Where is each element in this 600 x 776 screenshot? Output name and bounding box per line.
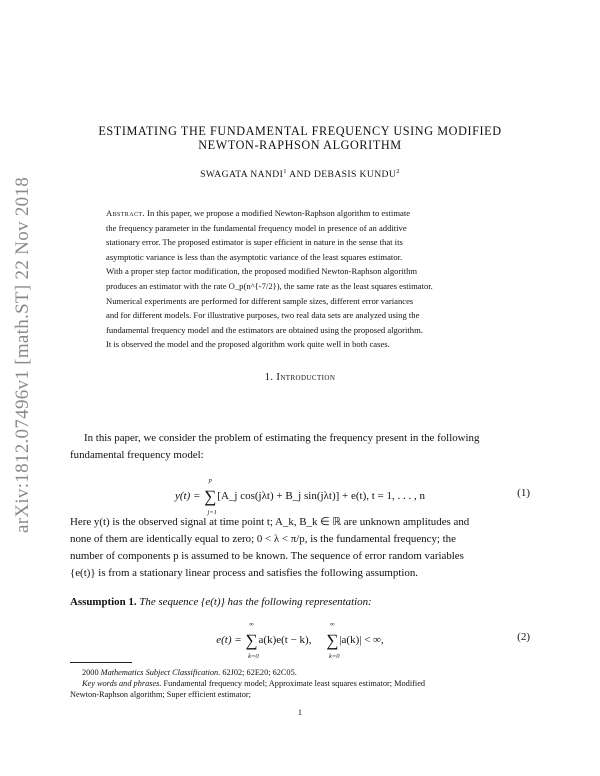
summation-symbol: ∑ ∞ k=0 <box>245 631 257 651</box>
keywords-footnote <box>70 678 530 689</box>
author-2: DEBASIS KUNDU <box>313 169 397 180</box>
sum-upper-limit: ∞ <box>329 621 335 628</box>
equation-2-term-1: a(k)e(t − k), <box>258 634 312 646</box>
text-line: number of components p is assumed to be known. The sequence of error random variables <box>70 550 464 562</box>
section-number: 1. <box>264 372 274 383</box>
summation-symbol: ∑ p j=1 <box>204 487 216 507</box>
text-line: none of them are identically equal to zero; 0 < λ < π/p, is the fundamental frequency; the <box>70 533 456 545</box>
title-line-2: NEWTON-RAPHSON ALGORITHM <box>198 138 402 152</box>
keywords-label: Key words and phrases. <box>82 679 162 689</box>
intro-paragraph <box>70 430 530 464</box>
equation-1-lhs: y(t) = <box>174 490 204 502</box>
assumption-1 <box>70 596 530 608</box>
msc-label: Mathematics Subject Classification. <box>100 668 221 677</box>
footnotes <box>70 667 530 701</box>
abstract-line: and for different models. For illustrative purposes, two real data sets are analyzed using the <box>106 310 420 321</box>
abstract-line: It is observed the model and the proposed algorithm work quite well in both cases. <box>106 339 390 350</box>
assumption-text: The sequence {e(t)} has the following representation: <box>139 596 372 608</box>
page-number: 1 <box>297 708 303 717</box>
abstract-line: Numerical experiments are performed for different sample sizes, different error variances <box>106 295 414 306</box>
sum-lower-limit: k=0 <box>248 653 259 660</box>
msc-year: 2000 <box>82 668 99 677</box>
sum-upper-limit: ∞ <box>249 621 254 628</box>
keywords-text: Fundamental frequency model; Approximate least squares estimator; Modified <box>163 679 426 689</box>
equation-2 <box>70 618 530 658</box>
equation-1 <box>70 474 530 514</box>
abstract-line: With a proper step factor modification, the proposed modified Newton-Raphson algorithm <box>106 266 418 277</box>
author-line <box>0 168 600 180</box>
author-2-affiliation-mark: 2 <box>396 168 400 175</box>
sum-upper-limit: p <box>208 477 212 484</box>
equation-1-rhs: [A_j cos(jλt) + B_j sin(jλt)] + e(t), t = 1, . . . , n <box>217 490 425 502</box>
summation-symbol: ∑ ∞ k=0 <box>326 631 338 651</box>
keywords-continuation: Newton-Raphson algorithm; Super efficient estimator; <box>70 690 251 700</box>
section-title: Introduction <box>276 372 336 383</box>
author-connector: AND <box>289 169 312 180</box>
sum-lower-limit: k=0 <box>328 653 340 660</box>
abstract-line: the frequency parameter in the fundamental frequency model in presence of an additive <box>106 222 407 233</box>
paper-title <box>0 124 600 152</box>
abstract-line: Abstract. In this paper, we propose a modified Newton-Raphson algorithm to estimate <box>106 208 411 218</box>
section-heading <box>0 372 600 383</box>
equation-1-body <box>70 477 530 516</box>
msc-footnote <box>70 667 530 678</box>
assumption-label: Assumption 1. <box>70 596 137 608</box>
text-line: {e(t)} is from a stationary linear process and satisfies the following assumption. <box>70 567 418 579</box>
model-description-paragraph <box>70 514 530 582</box>
arxiv-sidebar-stamp <box>8 170 38 540</box>
author-1-affiliation-mark: 1 <box>283 168 287 175</box>
abstract <box>106 206 506 352</box>
footnote-rule <box>70 662 132 663</box>
equation-2-lhs: e(t) = <box>216 634 245 646</box>
abstract-line: stationary error. The proposed estimator is super efficient in nature in the sense that its <box>106 237 403 248</box>
equation-2-body <box>70 621 530 660</box>
abstract-line: asymptotic variance is less than the asymptotic variance of the least squares estimator. <box>106 251 403 262</box>
abstract-line: fundamental frequency model and the estimators are obtained using the proposed algorithm. <box>106 324 423 335</box>
text-line: Here y(t) is the observed signal at time point t; A_k, B_k ∈ ℝ are unknown amplitudes and <box>70 516 470 528</box>
abstract-label: Abstract. <box>106 208 145 218</box>
equation-1-number: (1) <box>517 487 530 499</box>
sum-lower-limit: j=1 <box>207 509 217 516</box>
author-1: SWAGATA NANDI <box>200 169 284 180</box>
arxiv-identifier: arXiv:1812.07496v1 [math.ST] 22 Nov 2018 <box>12 176 33 534</box>
equation-2-number: (2) <box>517 631 530 643</box>
msc-codes: 62J02; 62E20; 62C05. <box>222 668 297 677</box>
text-line: fundamental frequency model: <box>70 449 204 461</box>
text-line: In this paper, we consider the problem of estimating the frequency present in the following <box>84 432 480 444</box>
title-line-1: ESTIMATING THE FUNDAMENTAL FREQUENCY USING MODIFIED <box>98 124 502 138</box>
equation-2-term-2: |a(k)| < ∞, <box>339 634 384 646</box>
abstract-line: produces an estimator with the rate O_p(n^{-7/2}), the same rate as the least squares estimator. <box>106 280 433 291</box>
